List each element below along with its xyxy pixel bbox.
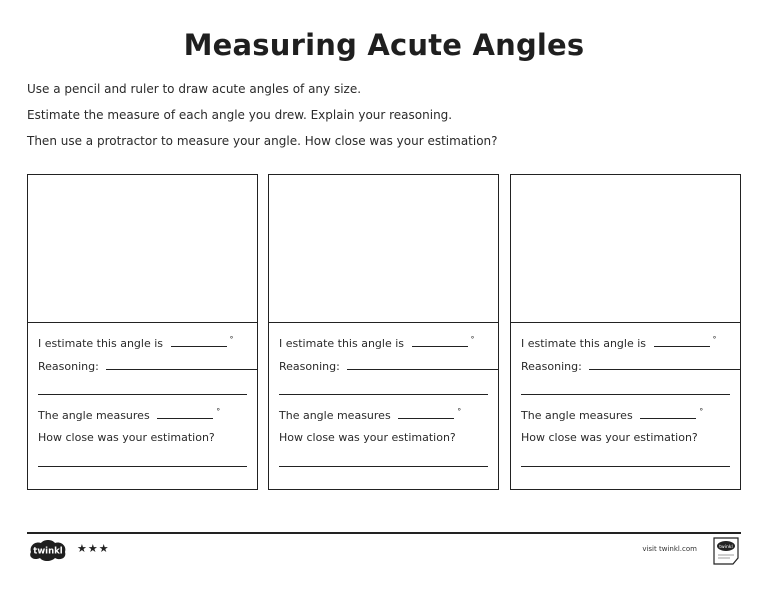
instructions	[27, 82, 498, 160]
close-row	[279, 431, 488, 444]
measures-blank[interactable]	[640, 408, 696, 419]
close-row	[38, 431, 247, 444]
close-label: How close was your estimation?	[521, 431, 698, 444]
quality-badge-icon	[711, 536, 741, 566]
close-label: How close was your estimation?	[279, 431, 456, 444]
angle-panel-2	[268, 174, 499, 490]
estimate-blank[interactable]	[171, 336, 227, 347]
visit-link[interactable]: visit twinkl.com	[642, 545, 697, 553]
estimate-blank[interactable]	[654, 336, 710, 347]
drawing-area[interactable]	[269, 175, 498, 323]
measures-row	[279, 407, 488, 422]
close-line[interactable]	[521, 466, 730, 467]
degree-symbol: °	[216, 407, 221, 416]
twinkl-logo	[27, 538, 69, 562]
degree-symbol: °	[457, 407, 462, 416]
estimate-row	[38, 335, 247, 350]
measures-blank[interactable]	[398, 408, 454, 419]
measures-label: The angle measures	[521, 409, 633, 422]
measures-row	[521, 407, 730, 422]
estimate-label: I estimate this angle is	[279, 337, 405, 350]
estimate-label: I estimate this angle is	[38, 337, 164, 350]
reasoning-blank[interactable]	[106, 359, 258, 370]
reasoning-label: Reasoning:	[38, 360, 99, 373]
measures-blank[interactable]	[157, 408, 213, 419]
degree-symbol: °	[470, 335, 475, 344]
estimate-row	[279, 335, 488, 350]
logo-text: twinkl	[33, 546, 63, 557]
drawing-area[interactable]	[28, 175, 257, 323]
reasoning-label: Reasoning:	[521, 360, 582, 373]
estimate-row	[521, 335, 730, 350]
instruction-2: Estimate the measure of each angle you drew. Explain your reasoning.	[27, 108, 453, 122]
footer-divider	[27, 532, 741, 534]
measures-label: The angle measures	[38, 409, 150, 422]
reasoning-line[interactable]	[521, 394, 730, 395]
close-line[interactable]	[38, 466, 247, 467]
degree-symbol: °	[699, 407, 704, 416]
instruction-1: Use a pencil and ruler to draw acute angles of any size.	[27, 82, 362, 96]
degree-symbol: °	[229, 335, 234, 344]
reasoning-row	[521, 359, 730, 373]
badge-text: twinkl	[719, 545, 733, 550]
instruction-3: Then use a protractor to measure your angle. How close was your estimation?	[27, 134, 498, 148]
measures-label: The angle measures	[279, 409, 391, 422]
reasoning-blank[interactable]	[347, 359, 499, 370]
close-row	[521, 431, 730, 444]
degree-symbol: °	[712, 335, 717, 344]
drawing-area[interactable]	[511, 175, 740, 323]
reasoning-label: Reasoning:	[279, 360, 340, 373]
measures-row	[38, 407, 247, 422]
close-label: How close was your estimation?	[38, 431, 215, 444]
angle-panel-1	[27, 174, 258, 490]
reasoning-blank[interactable]	[589, 359, 741, 370]
estimate-blank[interactable]	[412, 336, 468, 347]
reasoning-row	[279, 359, 488, 373]
reasoning-row	[38, 359, 247, 373]
estimate-label: I estimate this angle is	[521, 337, 647, 350]
close-line[interactable]	[279, 466, 488, 467]
page-title: Measuring Acute Angles	[183, 28, 585, 62]
reasoning-line[interactable]	[279, 394, 488, 395]
difficulty-stars: ★★★	[77, 542, 110, 555]
angle-panel-3	[510, 174, 741, 490]
reasoning-line[interactable]	[38, 394, 247, 395]
